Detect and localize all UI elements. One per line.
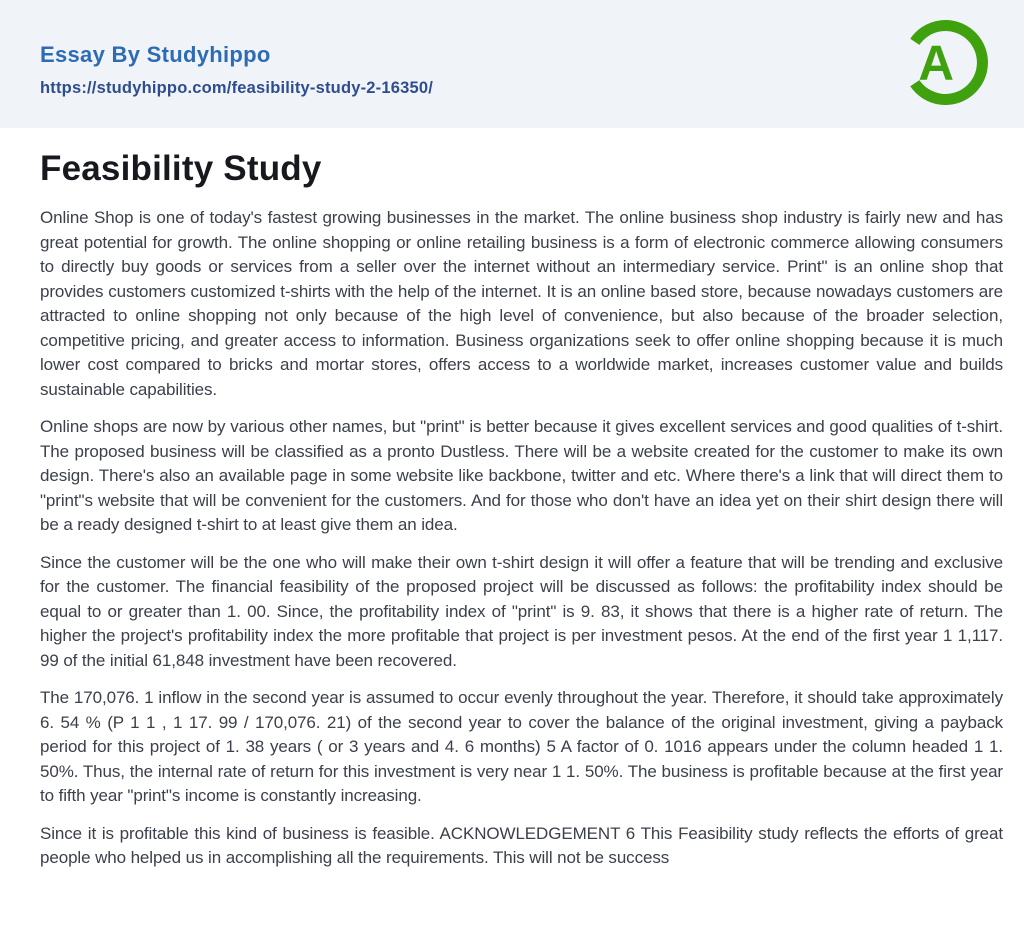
essay-paragraph: Online Shop is one of today's fastest growing businesses in the market. The online business shop industry is fairly new and has great potential for growth. The online shopping or online retailing business is a form of electronic commerce allowing consumers to directly buy goods or services from a seller over the internet without an intermediary service. Print" is an online shop that provides customers customized t-shirts with the help of the internet. It is an online based store, because nowadays customers are attracted to online shopping not only because of the high level of convenience, but also because of the broader selection, competitive pricing, and greater access to information. Business organizations seek to offer online shopping because it is much lower cost compared to bricks and mortar stores, offers access to a worldwide market, increases customer value and builds sustainable capabilities.	[40, 208, 1003, 399]
essay-content	[0, 148, 1024, 871]
essay-title: Feasibility Study	[40, 149, 322, 188]
essay-paragraph: Since the customer will be the one who will make their own t-shirt design it will offer a feature that will be trending and exclusive for the customer. The financial feasibility of the proposed project will be discussed as follows: the profitability index should be equal to or greater than 1. 00. Since, the profitability index of "print" is 9. 83, it shows that there is a higher rate of return. The higher the project's profitability index the more profitable that project is per investment pesos. At the end of the first year 1 1,117. 99 of the initial 61,848 investment have been recovered.	[40, 552, 1003, 670]
essay-paragraph: The 170,076. 1 inflow in the second year is assumed to occur evenly throughout the year. Therefore, it should take approximately 6. 54 % (P 1 1 , 1 17. 99 / 170,076. 21) of the second year to cover the balance of the original investment, giving a payback period for this project of 1. 38 years ( or 3 years and 4. 6 months) 5 A factor of 0. 1016 appears under the column headed 1 1. 50%. Thus, the internal rate of return for this investment is very near 1 1. 50%. The business is profitable because at the first year to fifth year "print"s income is constantly increasing.	[40, 688, 1003, 805]
essay-paragraph: Since it is profitable this kind of business is feasible. ACKNOWLEDGEMENT 6 This Feasibility study reflects the efforts of great people who helped us in accomplishing all the requirements. This will not be success	[40, 823, 1003, 867]
essay-paragraph: Online shops are now by various other names, but "print" is better because it gives excellent services and good qualities of t-shirt. The proposed business will be classified as a pronto Dustless. There will be a website created for the customer to make its own design. There's also an available page in some website like backbone, twitter and etc. Where there's a link that will direct them to "print"s website that will be convenient for the customers. And for those who don't have an idea yet on their shirt design there will be a ready designed t-shirt to at least give them an idea.	[40, 417, 1003, 534]
source-url-link[interactable]: https://studyhippo.com/feasibility-study-2-16350/	[40, 79, 434, 97]
studyhippo-logo-icon	[903, 20, 988, 105]
header-text-block	[40, 42, 433, 98]
logo-letter: A	[918, 35, 954, 91]
site-title: Essay By Studyhippo	[40, 42, 271, 67]
page-header	[0, 0, 1024, 128]
